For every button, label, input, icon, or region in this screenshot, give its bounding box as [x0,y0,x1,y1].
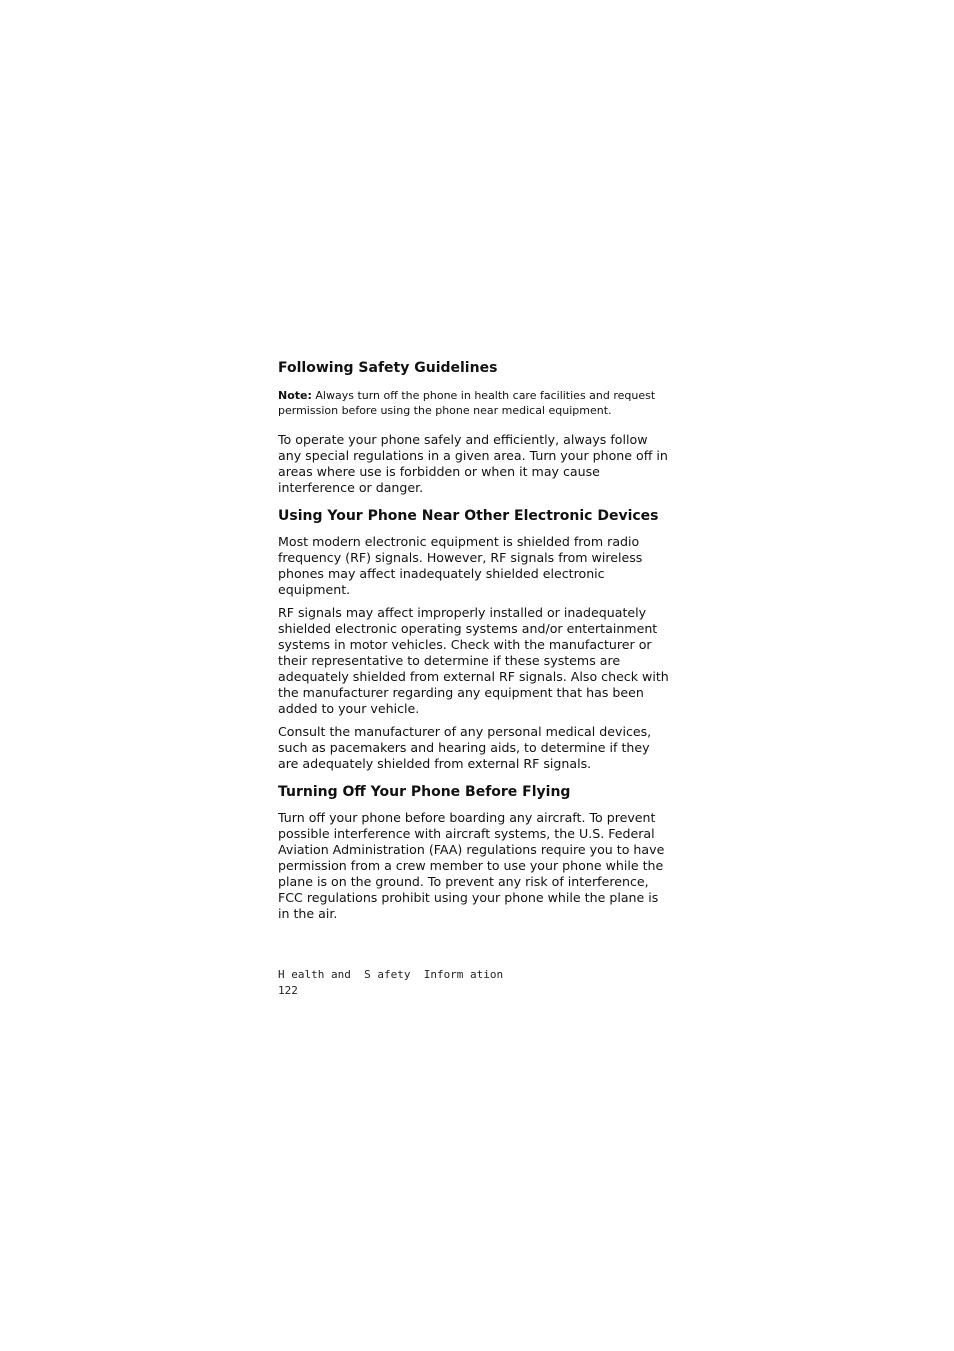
page-footer [278,967,503,999]
page-content [278,358,670,929]
note-label: Note: [278,389,312,402]
page-number: 122 [278,984,298,997]
section-heading-electronic-devices: Using Your Phone Near Other Electronic Devices [278,508,659,524]
paragraph: Turn off your phone before boarding any aircraft. To prevent possible interference with aircraft systems, the U.S. Federal Aviation Administration (FAA) regulations require you to have permission from a crew member to use your phone while the plane is on the ground. To prevent any risk of interference, FCC regulations prohibit using your phone while the plane is in the air. [278,810,665,921]
paragraph: Consult the manufacturer of any personal medical devices, such as pacemakers and hearing aids, to determine if they are adequately shielded from external RF signals. [278,724,652,771]
paragraph: To operate your phone safely and efficiently, always follow any special regulations in a given area. Turn your phone off in areas where use is forbidden or when it may cause interference or danger. [278,432,668,495]
section-heading-flying: Turning Off Your Phone Before Flying [278,784,571,800]
paragraph: Most modern electronic equipment is shielded from radio frequency (RF) signals. However, RF signals from wireless phones may affect inadequately shielded electronic equipment. [278,534,643,597]
running-title: H ealth and S afety Inform ation [278,968,504,981]
paragraph: RF signals may affect improperly installed or inadequately shielded electronic operating systems and/or entertainment systems in motor vehicles. Check with the manufacturer or their representative to determine if these systems are adequately shielded from external RF signals. Also check with the manufacturer regarding any equipment that has been added to your vehicle. [278,605,669,716]
note-text: Always turn off the phone in health care facilities and request permission before using the phone near medical equipment. [278,389,656,417]
note [278,389,670,418]
section-heading-safety-guidelines: Following Safety Guidelines [278,360,498,376]
